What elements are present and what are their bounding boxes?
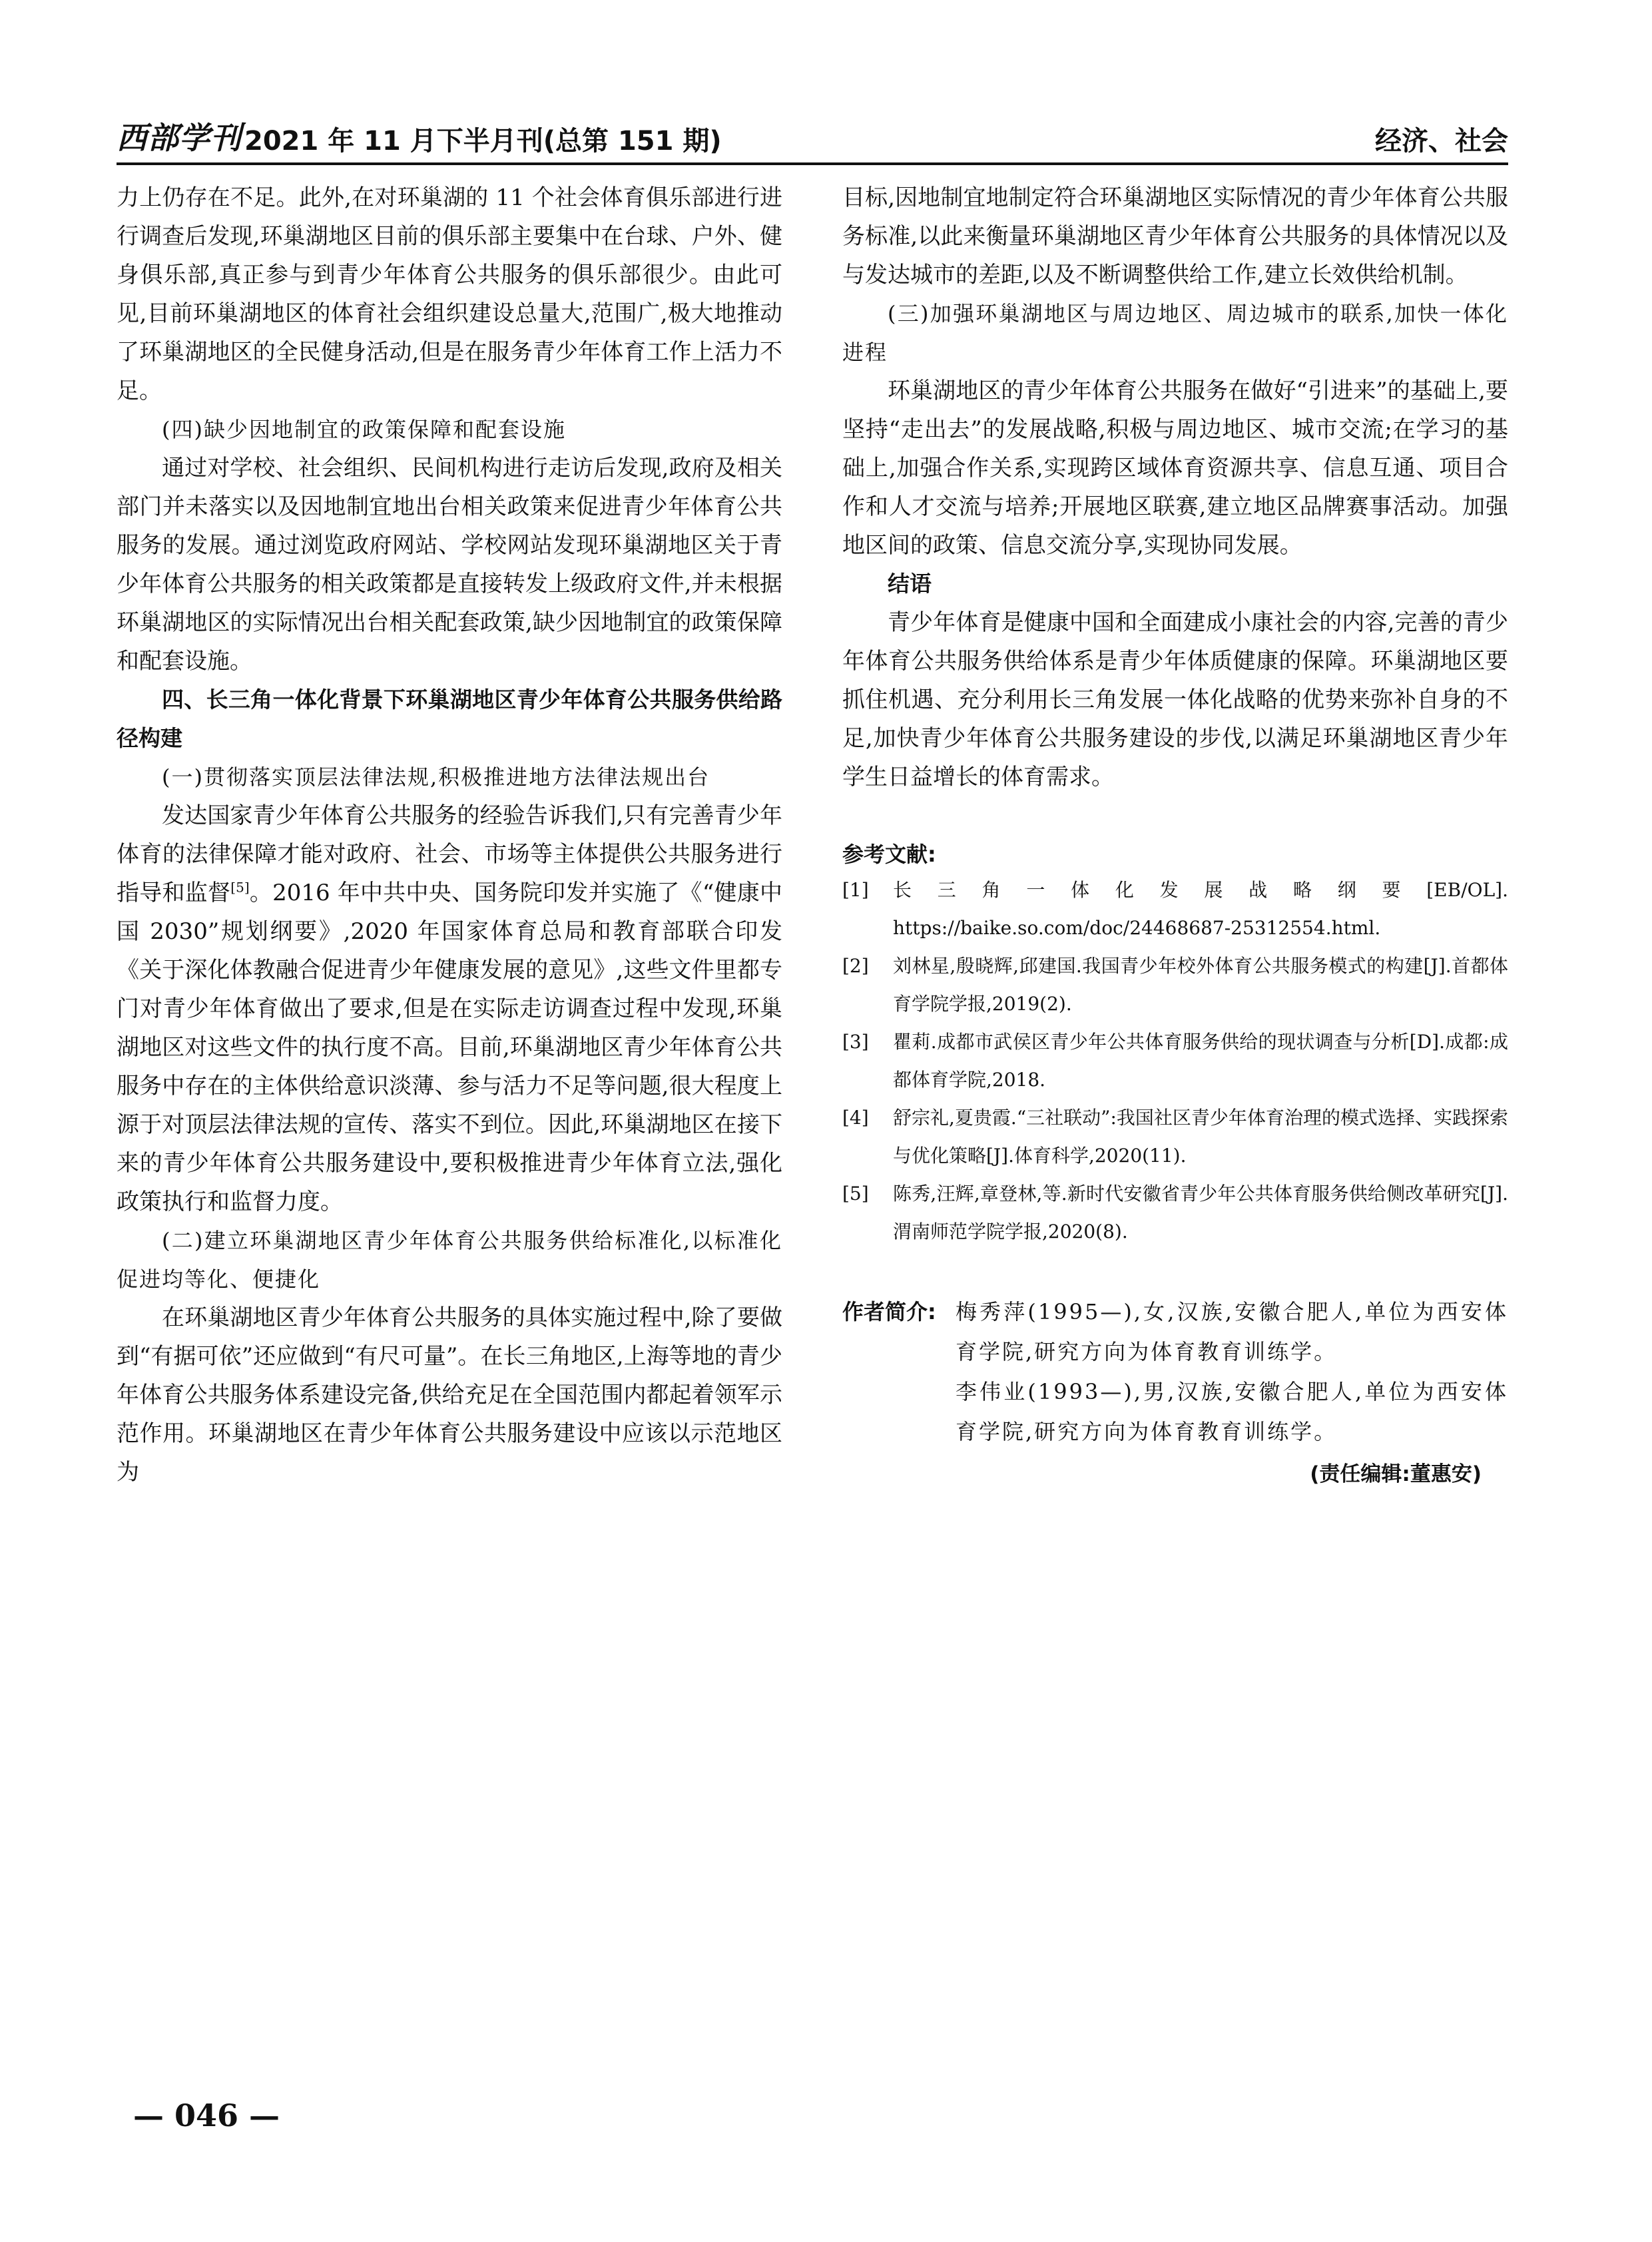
references-title: 参考文献: [842, 842, 936, 867]
subheading-1: (一)贯彻落实顶层法律法规,积极推进地方法律法规出台 [162, 764, 710, 790]
left-column [117, 178, 782, 1492]
reference-number: [1] [842, 879, 869, 901]
running-header [117, 110, 1508, 158]
reference-number: [3] [842, 1031, 869, 1053]
paragraph: 目标,因地制宜地制定符合环巢湖地区实际情况的青少年体育公共服务标准,以此来衡量环巢湖地区青少年体育公共服务的具体情况以及与发达城市的差距,以及不断调整供给工作,建立长效供给机制。 [842, 184, 1508, 288]
paragraph: 在环巢湖地区青少年体育公共服务的具体实施过程中,除了要做到“有据可依”还应做到“有尺可量”。在长三角地区,上海等地的青少年体育公共服务体系建设完备,供给充足在全国范围内都起着领军示范作用。环巢湖地区在青少年体育公共服务建设中应该以示范地区为 [117, 1304, 782, 1486]
author-label: 作者简介: [842, 1299, 936, 1324]
subheading-2: (二)建立环巢湖地区青少年体育公共服务供给标准化,以标准化促进均等化、便捷化 [117, 1228, 782, 1292]
reference-item [842, 1175, 1508, 1251]
journal-logo: 西部学刊 [117, 120, 242, 156]
paragraph: 力上仍存在不足。此外,在对环巢湖的 11 个社会体育俱乐部进行进行调查后发现,环巢湖地区目前的俱乐部主要集中在台球、户外、健身俱乐部,真正参与到青少年体育公共服务的俱乐部很少。由此可见,目前环巢湖地区的体育社会组织建设总量大,范围广,极大地推动了环巢湖地区的全民健身活动,但是在服务青少年体育工作上活力不足。 [117, 184, 782, 404]
paragraph [117, 796, 782, 1221]
reference-text: 舒宗礼,夏贵霞.“三社联动”:我国社区青少年体育治理的模式选择、实践探索与优化策略[J].体育科学,2020(11). [893, 1107, 1508, 1167]
reference-text: 长三角一体化发展战略纲要[EB/OL]. https://baike.so.com/doc/24468687-25312554.html. [893, 879, 1508, 939]
author-bio: 李伟业(1993—),男,汉族,安徽合肥人,单位为西安体育学院,研究方向为体育教育训练学。 [956, 1379, 1508, 1444]
author-bio: 梅秀萍(1995—),女,汉族,安徽合肥人,单位为西安体育学院,研究方向为体育教育训练学。 [956, 1299, 1508, 1364]
reference-item [842, 1023, 1508, 1099]
paragraph-text: 发达国家青少年体育公共服务的经验告诉我们,只有完善青少年体育的法律保障才能对政府、社会、市场等主体提供公共服务进行指导和监督 [117, 802, 782, 906]
paragraph: 青少年体育是健康中国和全面建成小康社会的内容,完善的青少年体育公共服务供给体系是青少年体质健康的保障。环巢湖地区要抓住机遇、充分利用长三角发展一体化战略的优势来弥补自身的不足,加快青少年体育公共服务建设的步伐,以满足环巢湖地区青少年学生日益增长的体育需求。 [842, 609, 1508, 790]
reference-item [842, 947, 1508, 1023]
citation[interactable]: [5] [230, 879, 250, 896]
subheading-4: (四)缺少因地制宜的政策保障和配套设施 [162, 417, 566, 442]
page-number: — 046 — [133, 2098, 280, 2133]
reference-text: 陈秀,汪辉,章登林,等.新时代安徽省青少年公共体育服务供给侧改革研究[J].渭南师范学院学报,2020(8). [893, 1183, 1508, 1243]
reference-item [842, 1099, 1508, 1175]
header-left [117, 114, 722, 158]
subheading-3: (三)加强环巢湖地区与周边地区、周边城市的联系,加快一体化进程 [842, 301, 1508, 365]
reference-number: [4] [842, 1107, 869, 1129]
author-info [842, 1292, 1508, 1452]
right-column [842, 178, 1508, 1493]
paragraph: 环巢湖地区的青少年体育公共服务在做好“引进来”的基础上,要坚持“走出去”的发展战略,积极与周边地区、城市交流;在学习的基础上,加强合作关系,实现跨区域体育资源共享、信息互通、项目合作和人才交流与培养;开展地区联赛,建立地区品牌赛事活动。加强地区间的政策、信息交流分享,实现协同发展。 [842, 378, 1508, 559]
section-name: 经济、社会 [1375, 126, 1508, 156]
reference-text: 瞿莉.成都市武侯区青少年公共体育服务供给的现状调查与分析[D].成都:成都体育学院,2018. [893, 1031, 1508, 1091]
reference-number: [5] [842, 1183, 869, 1205]
paragraph-text: 。2016 年中共中央、国务院印发并实施了《“健康中国 2030”规划纲要》,2020 年国家体育总局和教育部联合印发《关于深化体教融合促进青少年健康发展的意见》,这些文件里都专门对青少年体育做出了要求,但是在实际走访调查过程中发现,环巢湖地区对这些文件的执行度不高。目前,环巢湖地区青少年体育公共服务中存在的主体供给意识淡薄、参与活力不足等问题,很大程度上源于对顶层法律法规的宣传、落实不到位。因此,环巢湖地区在接下来的青少年体育公共服务建设中,要积极推进青少年体育立法,强化政策执行和监督力度。 [117, 880, 783, 1215]
issue-info: 2021 年 11 月下半月刊(总第 151 期) [244, 126, 722, 156]
conclusion-heading: 结语 [888, 571, 932, 597]
responsible-editor: (责任编辑:董惠安) [1310, 1462, 1482, 1486]
reference-text: 刘林星,殷晓辉,邱建国.我国青少年校外体育公共服务模式的构建[J].首都体育学院学报,2019(2). [893, 955, 1508, 1015]
references-list [842, 871, 1508, 1251]
reference-item [842, 871, 1508, 947]
paragraph: 通过对学校、社会组织、民间机构进行走访后发现,政府及相关部门并未落实以及因地制宜地出台相关政策来促进青少年体育公共服务的发展。通过浏览政府网站、学校网站发现环巢湖地区关于青少年体育公共服务的相关政策都是直接转发上级政府文件,并未根据环巢湖地区的实际情况出台相关配套政策,缺少因地制宜的政策保障和配套设施。 [117, 455, 782, 675]
reference-number: [2] [842, 955, 869, 977]
header-rule [117, 162, 1508, 165]
section-heading-4: 四、长三角一体化背景下环巢湖地区青少年体育公共服务供给路径构建 [117, 687, 782, 751]
author-texts [956, 1292, 1508, 1452]
